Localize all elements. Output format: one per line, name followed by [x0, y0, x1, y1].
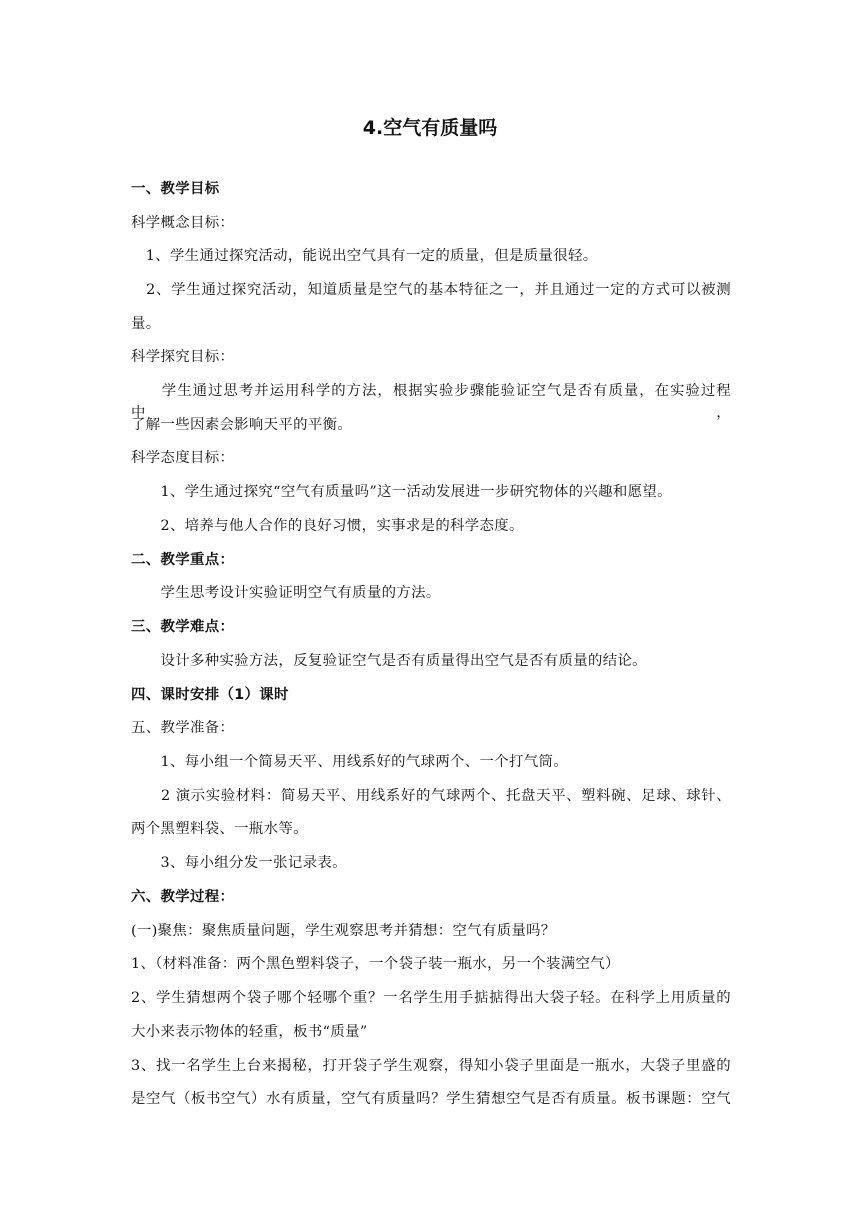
paragraph-line: 了解一些因素会影响天平的平衡。: [131, 417, 353, 433]
subheading-concept-objectives: 科学概念目标：: [131, 215, 235, 231]
paragraph-line: 1、每小组一个简易天平、用线系好的气球两个、一个打气筒。: [131, 754, 568, 770]
paragraph-line: 大小来表示物体的轻重，板书“质量”: [131, 1024, 368, 1040]
paragraph-line: 1、学生通过探究“空气有质量吗”这一活动发展进一步研究物体的兴趣和愿望。: [131, 484, 672, 500]
heading-teaching-preparation: 五、教学准备：: [131, 720, 235, 736]
paragraph-line: (一)聚焦：聚焦质量问题，学生观察思考并猜想：空气有质量吗？: [131, 923, 556, 939]
paragraph-line: 2、培养与他人合作的良好习惯，实事求是的科学态度。: [131, 518, 524, 534]
paragraph-line: 设计多种实验方法，反复验证空气是否有质量得出空气是否有质量的结论。: [131, 653, 647, 669]
heading-class-hours: 四、课时安排（1）课时: [131, 687, 289, 703]
paragraph-line: 是空气（板书空气）水有质量，空气有质量吗？学生猜想空气是否有质量。板书课题：空气: [131, 1091, 731, 1107]
paragraph-line: 3、找一名学生上台来揭秘，打开袋子学生观察，得知小袋子里面是一瓶水，大袋子里盛的: [131, 1058, 731, 1074]
paragraph-line: 1、学生通过探究活动，能说出空气具有一定的质量，但是质量很轻。: [131, 248, 598, 264]
heading-teaching-objectives: 一、教学目标: [131, 181, 220, 197]
document-title: 4.空气有质量吗: [362, 117, 498, 139]
paragraph-line: 2、学生通过探究活动，知道质量是空气的基本特征之一，并且通过一定的方式可以被测: [131, 282, 731, 298]
paragraph-line: 3、每小组分发一张记录表。: [131, 855, 347, 871]
paragraph-line: 学生思考设计实验证明空气有质量的方法。: [131, 585, 441, 601]
paragraph-line: 1、（材料准备：两个黑色塑料袋子，一个袋子装一瓶水，另一个装满空气）: [131, 956, 620, 972]
paragraph-line: 量。: [131, 316, 161, 332]
paragraph-line: 两个黑塑料袋、一瓶水等。: [131, 821, 308, 837]
heading-teaching-process: 六、教学过程：: [131, 889, 235, 905]
subheading-inquiry-objectives: 科学探究目标：: [131, 349, 235, 365]
heading-teaching-difficulty: 三、教学难点：: [131, 619, 235, 635]
paragraph-line: 学生通过思考并运用科学的方法，根据实验步骤能验证空气是否有质量，在实验过程中，: [131, 383, 731, 421]
paragraph-line: 2 演示实验材料：简易天平、用线系好的气球两个、托盘天平、塑料碗、足球、球针、: [131, 788, 731, 804]
subheading-attitude-objectives: 科学态度目标：: [131, 450, 235, 466]
heading-teaching-focus: 二、教学重点：: [131, 552, 235, 568]
paragraph-line: 2、学生猜想两个袋子哪个轻哪个重？一名学生用手掂掂得出大袋子轻。在科学上用质量的: [131, 990, 731, 1006]
